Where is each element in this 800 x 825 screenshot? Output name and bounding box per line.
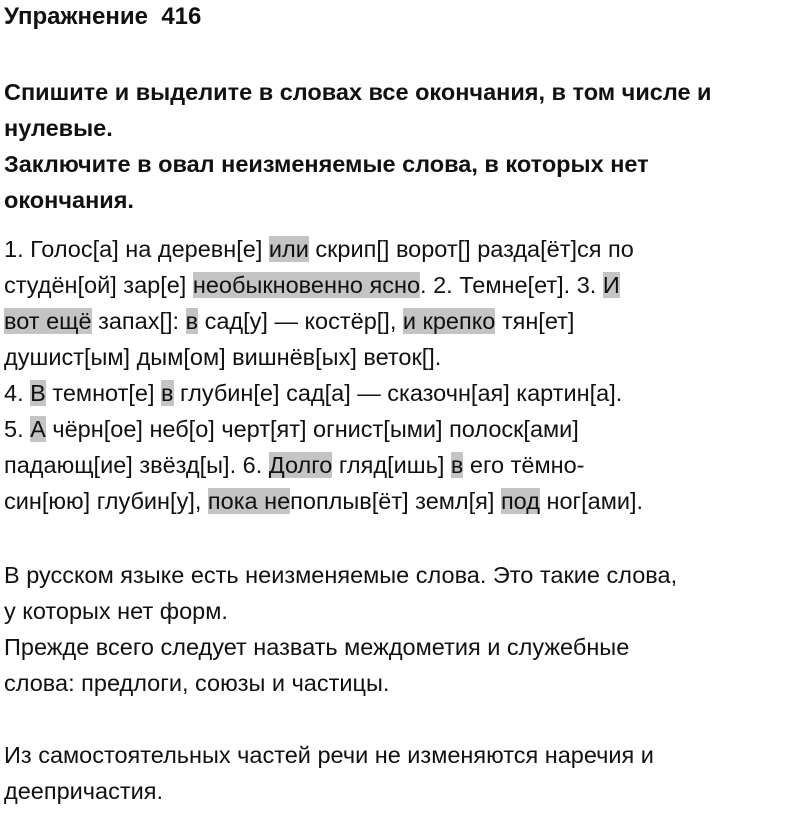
unchangeable-word-highlight: или xyxy=(268,236,309,262)
answer-line xyxy=(4,339,798,375)
answer-line xyxy=(4,303,798,339)
unchangeable-word-highlight: А xyxy=(30,416,46,442)
answer-text-segment: запах[]: xyxy=(91,308,186,334)
answer-line xyxy=(4,267,798,303)
unchangeable-word-highlight: в xyxy=(185,308,199,334)
answer-text-segment: син[юю] глубин[у], xyxy=(4,488,208,514)
answer-text-segment: душист[ым] дым[ом] вишнёв[ых] веток[]. xyxy=(4,344,442,370)
answer-line xyxy=(4,411,798,447)
answer-text xyxy=(4,231,798,519)
note-line: В русском языке есть неизменяемые слова. Это такие слова, xyxy=(4,562,678,588)
task-line: нулевые. xyxy=(4,115,113,141)
unchangeable-word-highlight: пока не xyxy=(207,488,291,514)
answer-text-segment: студён[ой] зар[е] xyxy=(4,272,193,298)
answer-text-segment: 1. Голос[а] на деревн[е] xyxy=(4,236,269,262)
exercise-title: Упражнение 416 xyxy=(4,3,202,30)
note-line: слова: предлоги, союзы и частицы. xyxy=(4,670,390,696)
unchangeable-word-highlight: Долго xyxy=(268,452,333,478)
answer-text-segment: его тёмно- xyxy=(463,452,585,478)
note-line: Прежде всего следует назвать междометия и служебные xyxy=(4,634,630,660)
answer-text-segment: чёрн[ое] неб[о] черт[ят] огнист[ыми] полоск[ами] xyxy=(45,416,579,442)
task-line: Спишите и выделите в словах все окончания, в том числе и xyxy=(4,79,712,105)
task-instructions xyxy=(4,74,798,218)
unchangeable-word-highlight: под xyxy=(500,488,540,514)
note-line: Из самостоятельных частей речи не изменяются наречия и xyxy=(4,742,654,768)
unchangeable-word-highlight: в xyxy=(161,380,174,406)
answer-text-segment: поплыв[ёт] земл[я] xyxy=(290,488,501,514)
answer-text-segment: гляд[ишь] xyxy=(332,452,451,478)
note-paragraph-3 xyxy=(4,737,798,809)
answer-text-segment: 4. xyxy=(4,380,31,406)
answer-text-segment: глубин[е] сад[а] — сказочн[ая] картин[а]. xyxy=(173,380,623,406)
answer-text-segment: темнот[е] xyxy=(45,380,162,406)
answer-text-segment: скрип[] ворот[] разда[ёт]ся по xyxy=(308,236,634,262)
note-line: деепричастия. xyxy=(4,778,163,804)
answer-text-segment: падающ[ие] звёзд[ы]. 6. xyxy=(4,452,269,478)
answer-text-segment: ног[ами]. xyxy=(539,488,644,514)
answer-line xyxy=(4,483,798,519)
unchangeable-word-highlight: в xyxy=(450,452,464,478)
note-paragraph-1 xyxy=(4,557,798,629)
answer-line xyxy=(4,231,798,267)
note-line: у которых нет форм. xyxy=(4,598,228,624)
task-line: окончания. xyxy=(4,187,134,213)
answer-text-segment: сад[у] — костёр[], xyxy=(198,308,403,334)
unchangeable-word-highlight: и крепко xyxy=(402,308,496,334)
answer-text-segment: . 2. Темне[ет]. 3. xyxy=(420,272,603,298)
unchangeable-word-highlight: В xyxy=(30,380,46,406)
unchangeable-word-highlight: вот ещё xyxy=(4,308,92,334)
answer-text-segment: тян[ет] xyxy=(495,308,575,334)
answer-text-segment: 5. xyxy=(4,416,31,442)
answer-line xyxy=(4,447,798,483)
unchangeable-word-highlight: И xyxy=(602,272,620,298)
note-paragraph-2 xyxy=(4,629,798,701)
answer-line xyxy=(4,375,798,411)
unchangeable-word-highlight: необыкновенно ясно xyxy=(192,272,421,298)
document xyxy=(4,0,798,809)
task-line: Заключите в овал неизменяемые слова, в которых нет xyxy=(4,151,649,177)
